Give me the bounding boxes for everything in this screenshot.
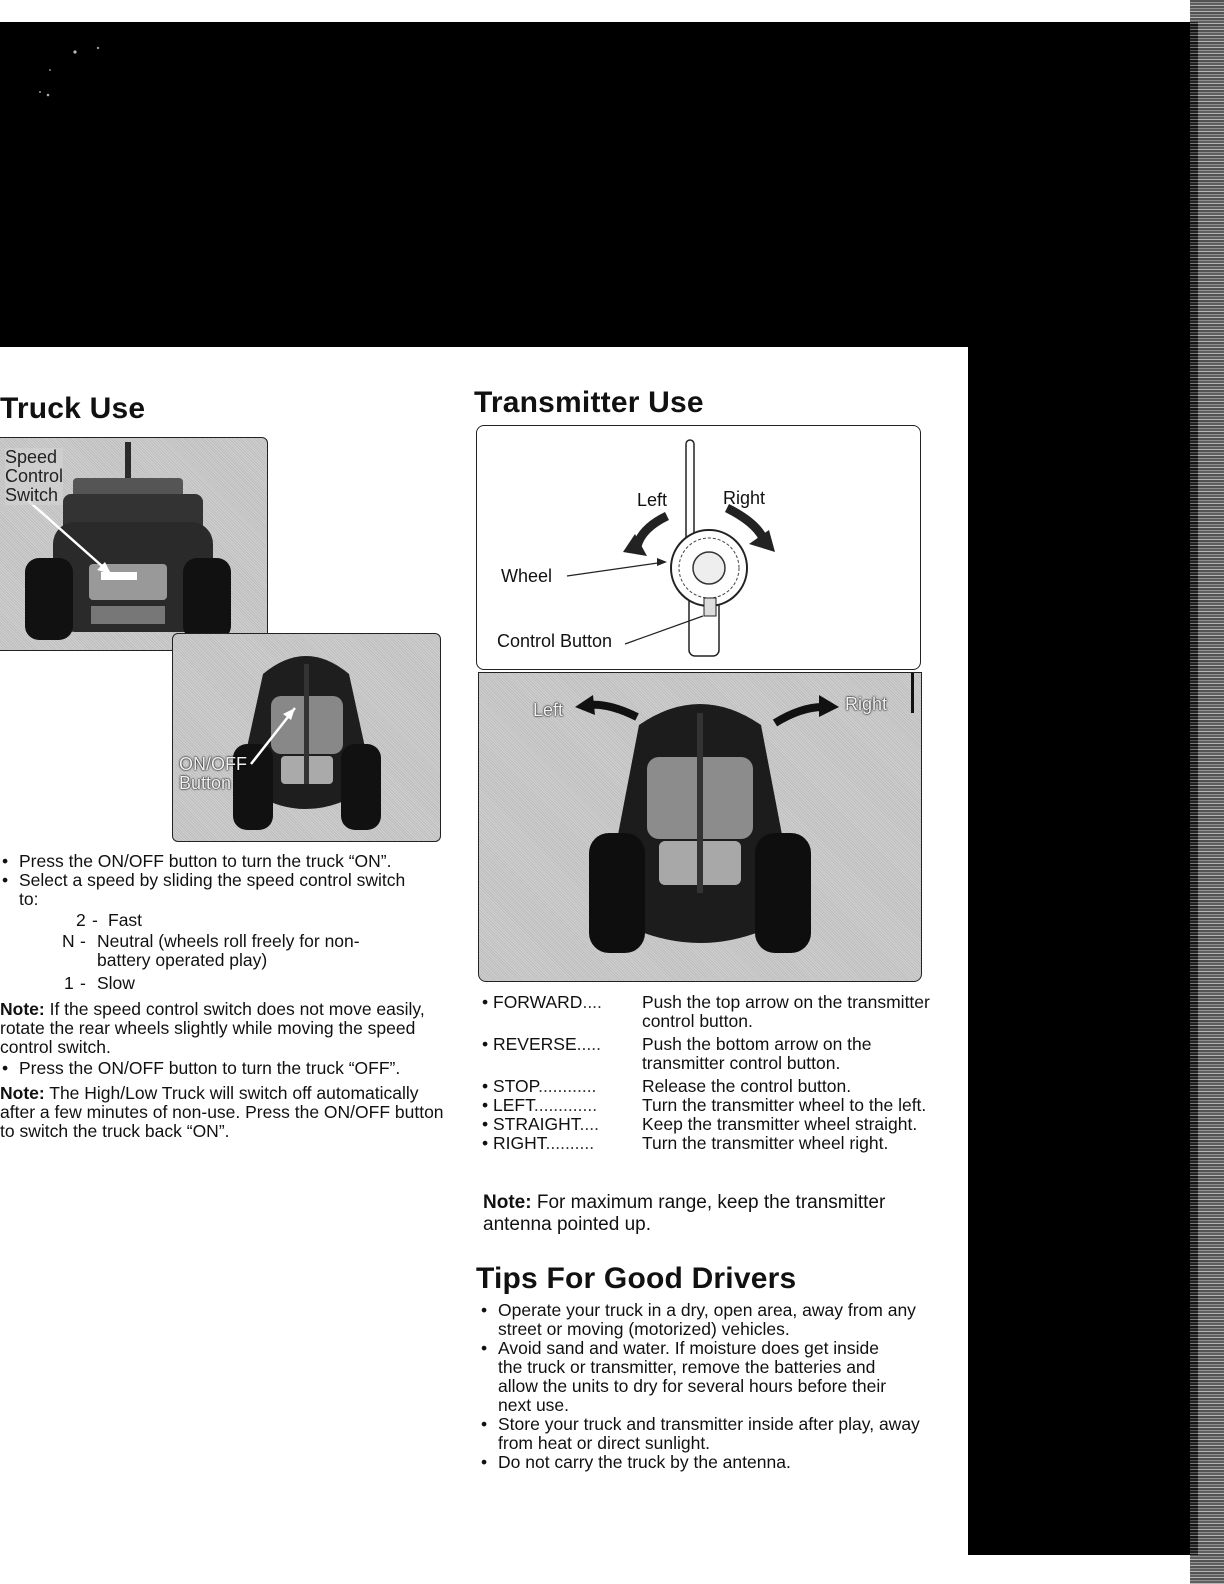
speed-option: N - Neutral (wheels roll freely for non-battery operated play) — [62, 931, 360, 970]
speed-switch-note: Note: If the speed control switch does not move easily, rotate the rear wheels slightly while moving the speed control switch. — [0, 999, 425, 1057]
diagram-wheel-label: Wheel — [501, 566, 553, 586]
control-description: Release the control button. — [641, 1076, 852, 1096]
diagram-control-button-label: Control Button — [497, 631, 613, 651]
list-item: • Press the ON/OFF button to turn the truck “ON”. — [0, 852, 455, 871]
on-off-button-label: ON/OFF Button — [179, 754, 247, 793]
control-description: Push the top arrow on the transmitter control button. — [641, 992, 930, 1031]
control-description: Keep the transmitter wheel straight. — [641, 1114, 918, 1134]
control-description: Push the bottom arrow on the transmitter control button. — [641, 1034, 872, 1073]
transmitter-use-heading: Transmitter Use — [474, 386, 704, 419]
speed-option: 2 - Fast — [76, 910, 143, 930]
list-item: • Press the ON/OFF button to turn the truck “OFF”. — [0, 1059, 455, 1078]
diagram-left-label: Left — [637, 490, 668, 510]
speed-switch-photo — [0, 437, 268, 651]
truck-front-illustration — [173, 634, 440, 841]
scan-edge-noise — [1190, 0, 1224, 1584]
list-item: • Do not carry the truck by the antenna. — [479, 1453, 924, 1472]
truck-use-bullets — [0, 852, 455, 909]
table-row: • LEFT............. Turn the transmitter wheel to the left. — [482, 1096, 952, 1115]
speed-control-switch-label: Speed Control Switch — [5, 447, 64, 505]
antenna-note: Note: For maximum range, keep the transmitter antenna pointed up. — [483, 1192, 886, 1235]
transmitter-controls-table — [482, 993, 952, 1153]
table-row: • STRAIGHT.... Keep the transmitter wheel straight. — [482, 1115, 952, 1134]
table-row: • FORWARD.... Push the top arrow on the transmitter control button. — [482, 993, 952, 1031]
scan-dark-border-right — [968, 340, 1198, 1555]
list-item: • Avoid sand and water. If moisture does get inside the truck or transmitter, remove the batteries and allow the units to dry for several hours before their next use. — [479, 1339, 908, 1415]
truck-off-bullet — [0, 1059, 455, 1078]
speed-options — [0, 911, 455, 996]
steering-right-label: Right — [845, 694, 888, 714]
auto-off-note: Note: The High/Low Truck will switch off automatically after a few minutes of non-use. Press the ON/OFF button to switch the truck back “ON”. — [0, 1083, 444, 1141]
truck-use-heading: Truck Use — [0, 392, 146, 425]
list-item: • Store your truck and transmitter inside after play, away from heat or direct sunlight. — [479, 1415, 928, 1453]
table-row: • RIGHT.......... Turn the transmitter wheel right. — [482, 1134, 952, 1153]
scan-dark-border-top — [0, 22, 1198, 347]
tips-heading: Tips For Good Drivers — [476, 1262, 797, 1295]
control-description: Turn the transmitter wheel to the left. — [641, 1095, 927, 1115]
transmitter-diagram — [476, 425, 921, 670]
tips-list — [479, 1301, 924, 1472]
truck-use-instructions — [0, 852, 455, 1141]
speed-option: 1 - Slow — [64, 973, 135, 993]
on-off-button-photo — [172, 633, 441, 842]
steering-left-label: Left — [533, 700, 564, 720]
truck-steering-photo — [478, 672, 922, 982]
list-item: • Select a speed by sliding the speed control switch to: — [0, 871, 419, 909]
table-row: • REVERSE..... Push the bottom arrow on the transmitter control button. — [482, 1031, 952, 1073]
control-description: Turn the transmitter wheel right. — [641, 1133, 889, 1153]
table-row: • STOP............ Release the control button. — [482, 1073, 952, 1096]
diagram-right-label: Right — [723, 488, 766, 508]
scan-specks — [30, 40, 120, 100]
list-item: • Operate your truck in a dry, open area, away from any street or moving (motorized) vehicles. — [479, 1301, 918, 1339]
tips-list-container — [479, 1301, 924, 1472]
